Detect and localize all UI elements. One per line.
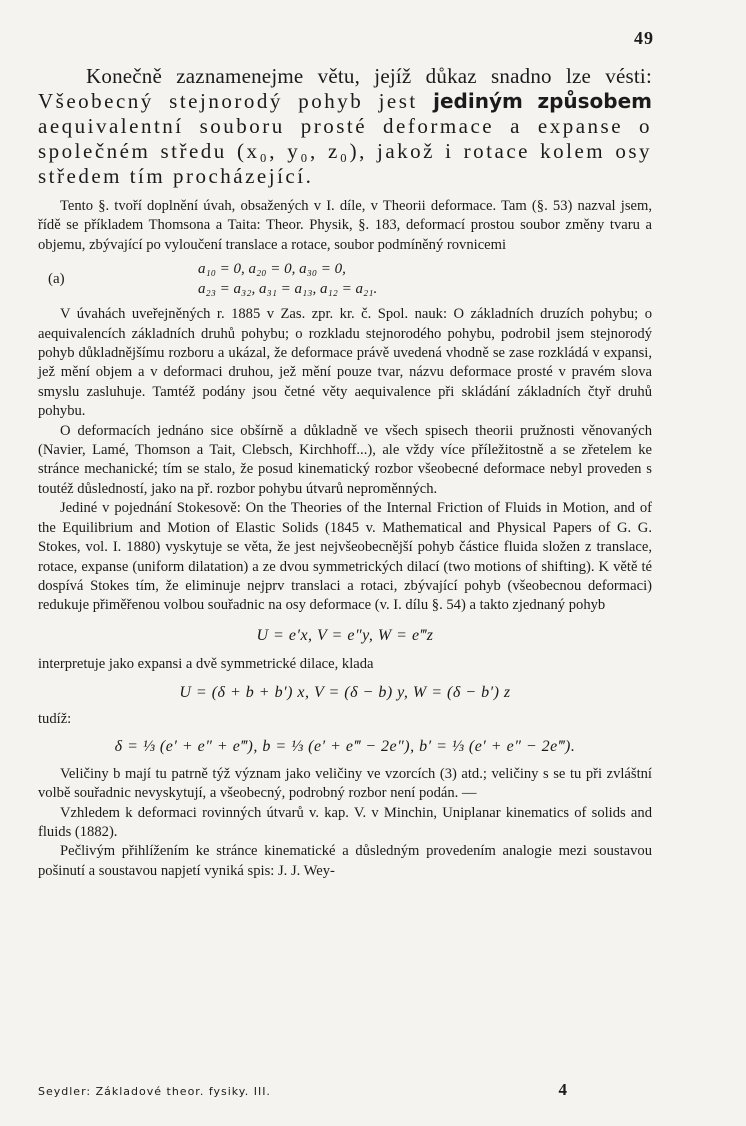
- equation-uvw-2: U = (δ + b + b′) x, V = (δ − b) y, W = (δ − b′) z: [179, 683, 511, 701]
- intro-line: Konečně zaznamenejme větu, jejíž důkaz snadno lze vésti:: [86, 64, 652, 88]
- paragraph-5: interpretuje jako expansi a dvě symmetrické dilace, klada: [38, 656, 374, 673]
- equation-delta: δ = ⅓ (e′ + e″ + e‴), b = ⅓ (e′ + e‴ − 2e″), b′ = ⅓ (e′ + e″ − 2e‴).: [114, 738, 576, 756]
- equation-label: (a): [48, 270, 65, 287]
- paragraph-7: Veličiny b mají tu patrně týž význam jako veličiny ve vzorcích (3) atd.; veličiny s se tu při zvláštní volbě souřadnic nevyskytují, a všeobecný, podrobný rozbor není podán. —: [38, 765, 652, 802]
- paragraph-9: Pečlivým přihlížením ke stránce kinematické a důsledným provedením analogie mezi soustavou pošinutí a soustavou napjetí vyniká spis: J. J. Wey-: [38, 843, 652, 879]
- signature-mark: 4: [558, 1080, 568, 1099]
- intro-part-a: Všeobecný stejnorodý pohyb jest: [38, 89, 434, 113]
- equation-line: a₂₃ = a₃₂, a₃₁ = a₁₃, a₁₂ = a₂₁.: [198, 281, 378, 298]
- theorem-statement: [38, 64, 652, 189]
- equation-a: [38, 259, 652, 299]
- intro-part-b: aequivalentní souboru prosté deformace a expanse o společném středu (x₀, y₀, z₀), jakož i rotace kolem osy středem tím procházející.: [38, 114, 652, 188]
- intro-emphasis: jediným způsobem: [433, 89, 652, 113]
- equation-uvw: U = e′x, V = e″y, W = e‴z: [256, 626, 434, 644]
- paragraph-8: Vzhledem k deformaci rovinných útvarů v. kap. V. v Minchin, Uniplanar kinematics of solids and fluids (1882).: [38, 804, 652, 840]
- paragraph-3: O deformacích jednáno sice obšírně a důkladně ve všech spisech theorii pružnosti věnovaných (Navier, Lamé, Thomson a Tait, Clebsch, Kirchhoff...), ale vždy více příležitostně a se zřetelem ke stránce mechanické; tím se stalo, že posud kinematický rozbor všeobecné deformace nebyl proveden s toutéž důsledností, jako na př. rozbor pohybu útvarů neproměnných.: [38, 422, 652, 497]
- footer-citation: Seydler: Základové theor. fysiky. III.: [38, 1085, 271, 1098]
- paragraph-2: V úvahách uveřejněných r. 1885 v Zas. zpr. kr. č. Spol. nauk: O základních druzích pohybu; o aequivalencích základních druhů pohybu; o rozkladu stejnorodého pohybu, podrobil jsem stejnorodý pohyb důkladnějšímu rozboru a ukázal, že deformace právě uvedená vhodně se zase rozkládá v expansi, jež mění objem a v deformaci druhou, jež mění pouze tvar, názvu deformace prosté v pravém slova smyslu zasluhuje. Tamtéž podány jsou četné věty aequivalence při skládání základních čtyř druhů pohybu.: [38, 306, 652, 420]
- body-text: [38, 197, 652, 881]
- page-number: 49: [634, 28, 654, 48]
- equation-line: a₁₀ = 0, a₂₀ = 0, a₃₀ = 0,: [198, 261, 346, 278]
- page-content: [38, 64, 652, 881]
- paragraph-1: Tento §. tvoří doplnění úvah, obsažených v I. díle, v Theorii deformace. Tam (§. 53) nazval jsem, řídě se příkladem Thomsona a Taita: Theor. Physik, §. 183, deformací prostou soubor změny tvaru a objemu, zbývající po vyloučení translace a rotace, soubor podmíněný rovnicemi: [38, 198, 652, 253]
- paragraph-4: Jediné v pojednání Stokesově: On the Theories of the Internal Friction of Fluids in Motion, and of the Equilibrium and Motion of Elastic Solids (1845 v. Mathematical and Physical Papers of G. G. Stokes, vol. I. 1880) vyskytuje se věta, že jest nejvšeobecnější pohyb částice fluida složen z translace, rotace, expanse (uniform dilatation) a ze dvou symmetrických dilací (two motions of shifting). K větě té dospívá Stokes tím, že eliminuje nejprv translaci a rotaci, zbývající pohyb (všeobecnou deformaci) redukuje přiměřenou volbou souřadnic na osy deformace (v. I. dílu §. 54) a takto zjednaný pohyb: [38, 500, 652, 614]
- page-footer: [38, 1080, 652, 1100]
- paragraph-6: tudíž:: [38, 710, 72, 727]
